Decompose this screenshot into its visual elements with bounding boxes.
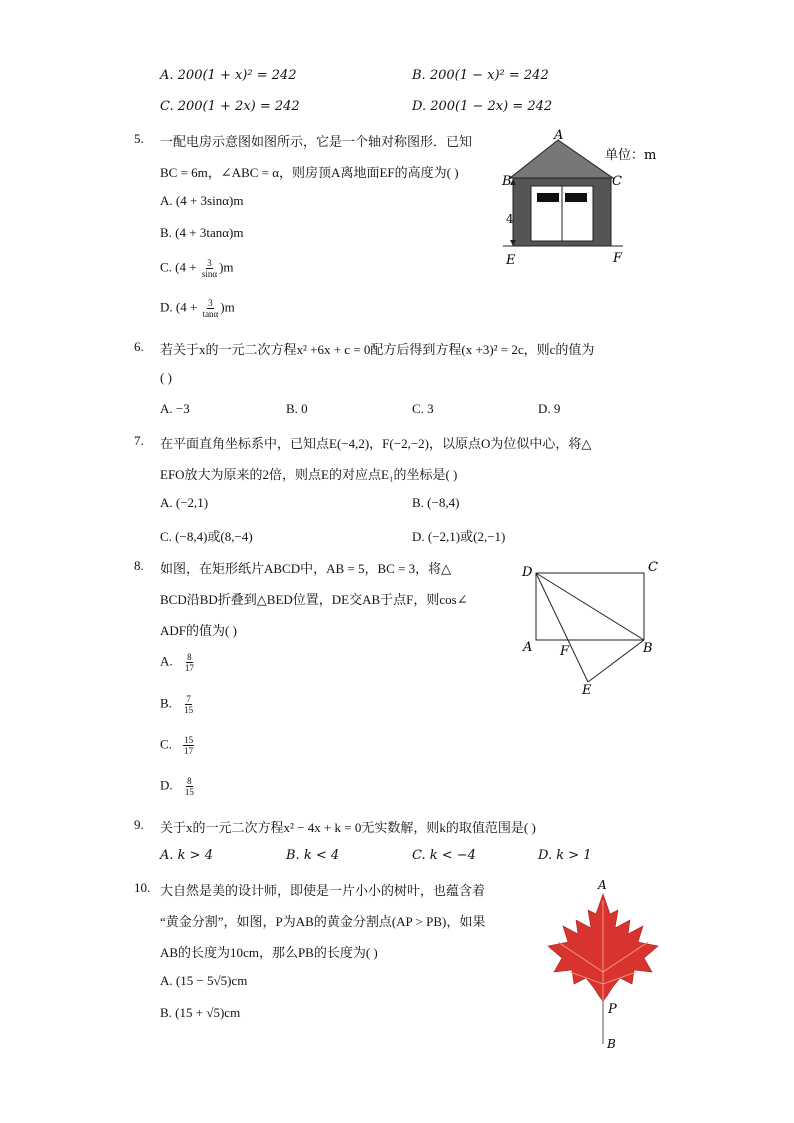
fraction-denominator: 17 bbox=[184, 663, 194, 673]
q8-number: 8. bbox=[134, 558, 144, 573]
label-c: C bbox=[648, 560, 658, 575]
q5-option-d-suffix: )m bbox=[220, 299, 235, 315]
q6-option-d: D. 9 bbox=[538, 401, 561, 416]
q5-option-d-prefix: D. (4 + bbox=[160, 299, 198, 315]
q8-option-c bbox=[160, 735, 195, 756]
fraction-numerator: 15 bbox=[184, 735, 194, 745]
q4-option-a: A. 200(1 + x)² = 242 bbox=[160, 68, 297, 83]
q5-option-d-fraction bbox=[202, 298, 220, 319]
label-e: E bbox=[582, 683, 592, 697]
q5-option-c-suffix: )m bbox=[219, 259, 234, 275]
q8-rectangle-figure bbox=[515, 557, 665, 697]
label-f: F bbox=[613, 251, 623, 266]
q8-option-d-fraction bbox=[184, 776, 195, 797]
q8-option-a-fraction bbox=[184, 652, 195, 673]
q6-option-a: A. −3 bbox=[160, 401, 190, 416]
label-p: P bbox=[608, 1002, 617, 1017]
q5-stem-line2: BC = 6m，∠ABC = α，则房顶A离地面EF的高度为( ) bbox=[160, 165, 459, 180]
fraction-numerator: 3 bbox=[207, 258, 212, 268]
q8-stem-line1: 如图，在矩形纸片ABCD中，AB = 5，BC = 3，将△ bbox=[160, 561, 452, 576]
fraction-denominator: 15 bbox=[184, 787, 194, 797]
q8-stem-line2: BCD沿BD折叠到△BED位置，DE交AB于点F，则cos∠ bbox=[160, 592, 468, 607]
door-window-left bbox=[537, 193, 559, 202]
q7-number: 7. bbox=[134, 433, 144, 448]
q6-number: 6. bbox=[134, 339, 144, 354]
fraction-numerator: 7 bbox=[186, 694, 191, 704]
q8-option-b bbox=[160, 694, 195, 715]
q9-option-a: A. k > 4 bbox=[160, 848, 213, 863]
segment-be bbox=[588, 640, 644, 682]
q5-stem-line1: 一配电房示意图如图所示，它是一个轴对称图形．已知 bbox=[160, 134, 473, 149]
house-roof bbox=[510, 140, 613, 178]
label-b: B bbox=[502, 174, 512, 189]
q10-maple-leaf-figure bbox=[540, 876, 665, 1054]
q9-option-b: B. k < 4 bbox=[286, 848, 340, 863]
q5-house-figure bbox=[495, 128, 670, 268]
height-label: 4 bbox=[506, 212, 514, 226]
q10-stem-line1: 大自然是美的设计师，即使是一片小小的树叶，也蕴含着 bbox=[160, 883, 486, 898]
q5-option-c-prefix: C. (4 + bbox=[160, 259, 197, 275]
fraction-numerator: 3 bbox=[208, 298, 213, 308]
q10-number: 10. bbox=[134, 880, 151, 895]
q6-option-c: C. 3 bbox=[412, 401, 434, 416]
q4-option-c: C. 200(1 + 2x) = 242 bbox=[160, 99, 300, 114]
q5-option-c-fraction bbox=[201, 258, 218, 279]
q7-option-d: D. (−2,1)或(2,−1) bbox=[412, 529, 506, 544]
fraction-denominator: 17 bbox=[184, 746, 194, 756]
label-a: A bbox=[554, 128, 564, 143]
q7-stem-line1: 在平面直角坐标系中，已知点E(−4,2)，F(−2,−2)，以原点O为位似中心，将△ bbox=[160, 436, 592, 451]
q4-option-d: D. 200(1 − 2x) = 242 bbox=[412, 99, 553, 114]
q9-option-c: C. k < −4 bbox=[412, 848, 476, 863]
q5-option-c bbox=[160, 258, 234, 279]
label-b: B bbox=[643, 641, 653, 656]
q4-option-b: B. 200(1 − x)² = 242 bbox=[412, 68, 549, 83]
q5-option-b: B. (4 + 3tanα)m bbox=[160, 225, 244, 240]
label-f: F bbox=[560, 644, 570, 659]
q6-stem-line2: ( ) bbox=[160, 370, 172, 385]
q6-stem-line1: 若关于x的一元二次方程x² +6x + c = 0配方后得到方程(x +3)² = 2c，则c的值为 bbox=[160, 342, 595, 357]
q8-stem-line3: ADF的值为( ) bbox=[160, 623, 237, 638]
door-window-right bbox=[565, 193, 587, 202]
q7-option-c: C. (−8,4)或(8,−4) bbox=[160, 529, 253, 544]
option-letter: C. bbox=[160, 736, 172, 752]
q5-option-d bbox=[160, 298, 235, 319]
q10-option-a: A. (15 − 5√5)cm bbox=[160, 973, 248, 988]
q10-stem-line2: “黄金分割”，如图，P为AB的黄金分割点(AP > PB)，如果 bbox=[160, 914, 486, 929]
label-b: B bbox=[607, 1037, 616, 1051]
fraction-denominator: 15 bbox=[184, 705, 194, 715]
q10-stem-line3: AB的长度为10cm，那么PB的长度为( ) bbox=[160, 945, 378, 960]
q7-option-b: B. (−8,4) bbox=[412, 495, 460, 510]
q9-number: 9. bbox=[134, 817, 144, 832]
q8-option-b-fraction bbox=[183, 694, 194, 715]
label-d: D bbox=[522, 565, 533, 580]
q8-option-a bbox=[160, 652, 196, 673]
q5-number: 5. bbox=[134, 131, 144, 146]
q7-stem-line2: EFO放大为原来的2倍，则点E的对应点E₁的坐标是( ) bbox=[160, 467, 458, 482]
label-e: E bbox=[506, 253, 516, 268]
label-a: A bbox=[598, 878, 607, 892]
unit-label: 单位：m bbox=[605, 148, 657, 163]
label-a: A bbox=[523, 640, 533, 655]
option-letter: D. bbox=[160, 777, 173, 793]
q8-option-d bbox=[160, 776, 196, 797]
option-letter: A. bbox=[160, 653, 173, 669]
q10-option-b: B. (15 + √5)cm bbox=[160, 1005, 241, 1020]
q9-stem-line1: 关于x的一元二次方程x² − 4x + k = 0无实数解，则k的取值范围是( ) bbox=[160, 820, 536, 835]
q7-option-a: A. (−2,1) bbox=[160, 495, 209, 510]
q5-option-a: A. (4 + 3sinα)m bbox=[160, 193, 244, 208]
fraction-denominator: sinα bbox=[201, 269, 218, 279]
fraction-numerator: 8 bbox=[187, 652, 192, 662]
q6-option-b: B. 0 bbox=[286, 401, 308, 416]
q9-option-d: D. k > 1 bbox=[538, 848, 592, 863]
q8-option-c-fraction bbox=[183, 735, 194, 756]
label-c: C bbox=[612, 174, 622, 189]
option-letter: B. bbox=[160, 695, 172, 711]
fraction-numerator: 8 bbox=[187, 776, 192, 786]
fraction-denominator: tanα bbox=[202, 309, 219, 319]
